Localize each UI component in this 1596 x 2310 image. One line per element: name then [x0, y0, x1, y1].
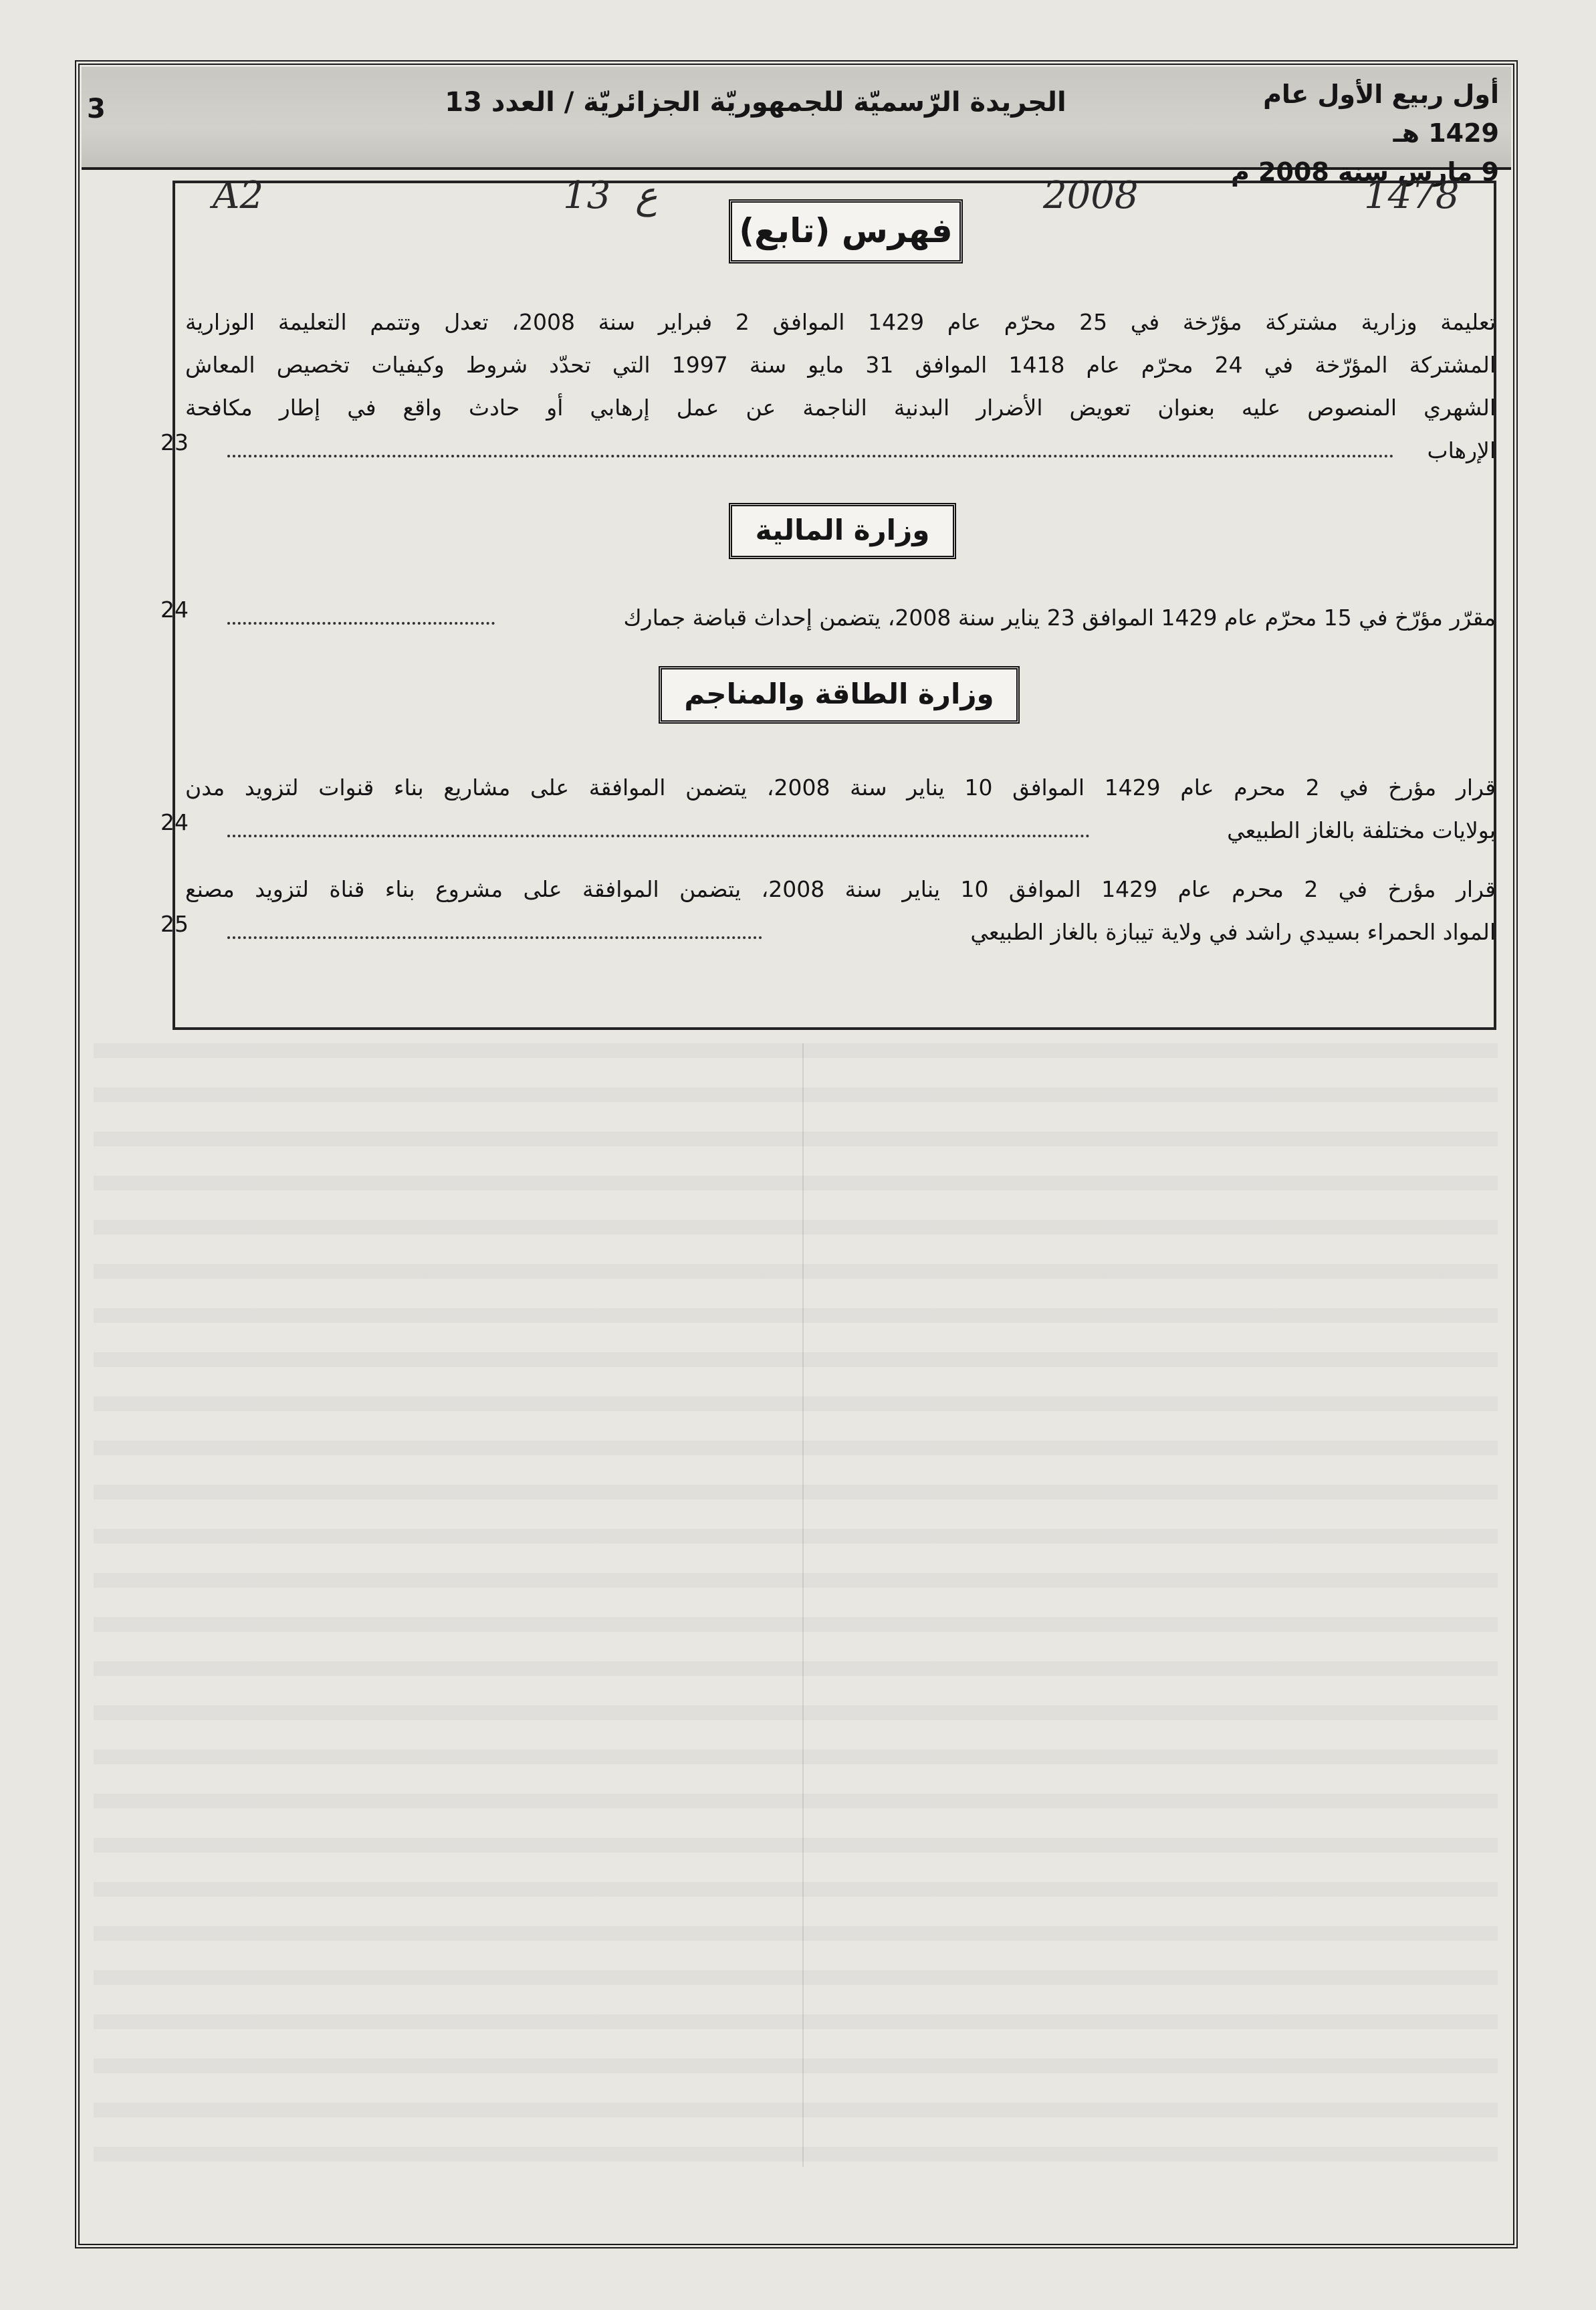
page-reference: 25 — [160, 911, 189, 937]
entry-line: الإرهاب — [1427, 437, 1496, 463]
entry-line: المواد الحمراء بسيدي راشد في ولاية تيبازة بالغاز الطبيعي — [970, 919, 1496, 945]
entry-line: بولايات مختلفة بالغاز الطبيعي — [1227, 817, 1496, 843]
leader-dots — [227, 455, 1394, 457]
section-heading-energy — [659, 666, 1020, 724]
index-heading-text: فهرس (تابع) — [739, 211, 953, 250]
section-heading-text: وزارة الطاقة والمناجم — [684, 677, 994, 710]
gregorian-date: 9 مارس سنة 2008 م — [1230, 157, 1499, 187]
entry-line: مقرّر مؤرّخ في 15 محرّم عام 1429 الموافق 23 يناير سنة 2008، يتضمن إحداث قباضة جمارك — [623, 605, 1496, 631]
handwritten-mark: 13 — [563, 174, 611, 217]
page-number: 3 — [87, 94, 106, 124]
entry-line: قرار مؤرخ في 2 محرم عام 1429 الموافق 10 يناير سنة 2008، يتضمن الموافقة على مشاريع بناء قنوات لتزويد مدن — [185, 774, 1496, 801]
handwritten-mark: A2 — [213, 174, 264, 217]
entry-line: المشتركة المؤرّخة في 24 محرّم عام 1418 الموافق 31 مايو سنة 1997 التي تحدّد شروط وكيفيات تخصيص المعاش — [185, 352, 1496, 378]
page-reference: 23 — [160, 429, 189, 455]
handwritten-mark: ع — [635, 174, 658, 217]
journal-title: الجريدة الرّسميّة للجمهوريّة الجزائريّة / العدد 13 — [445, 87, 1066, 118]
bleed-through-texture — [94, 1043, 1498, 2180]
handwritten-mark: 2008 — [1043, 174, 1139, 217]
page-reference: 24 — [160, 809, 189, 835]
leader-dots — [227, 622, 495, 625]
page-reference: 24 — [160, 597, 189, 623]
leader-dots — [227, 835, 1090, 837]
section-heading-finance — [729, 503, 956, 559]
column-rule — [802, 1043, 804, 2167]
hijri-date: أول ربيع الأول عام 1429 هـ — [1263, 80, 1499, 148]
entry-line: الشهري المنصوص عليه بعنوان تعويض الأضرار البدنية الناجمة عن عمل إرهابي أو حادث واقع في إطار مكافحة — [185, 395, 1496, 421]
leader-dots — [227, 936, 762, 939]
handwritten-mark: 1478 — [1364, 174, 1460, 217]
section-heading-text: وزارة المالية — [755, 514, 930, 546]
index-heading — [729, 199, 963, 264]
entry-line: تعليمة وزارية مشتركة مؤرّخة في 25 محرّم عام 1429 الموافق 2 فبراير سنة 2008، تعدل وتتمم التعليمة الوزارية — [185, 309, 1496, 335]
entry-line: قرار مؤرخ في 2 محرم عام 1429 الموافق 10 يناير سنة 2008، يتضمن الموافقة على مشروع بناء قناة لتزويد مصنع — [185, 876, 1496, 902]
